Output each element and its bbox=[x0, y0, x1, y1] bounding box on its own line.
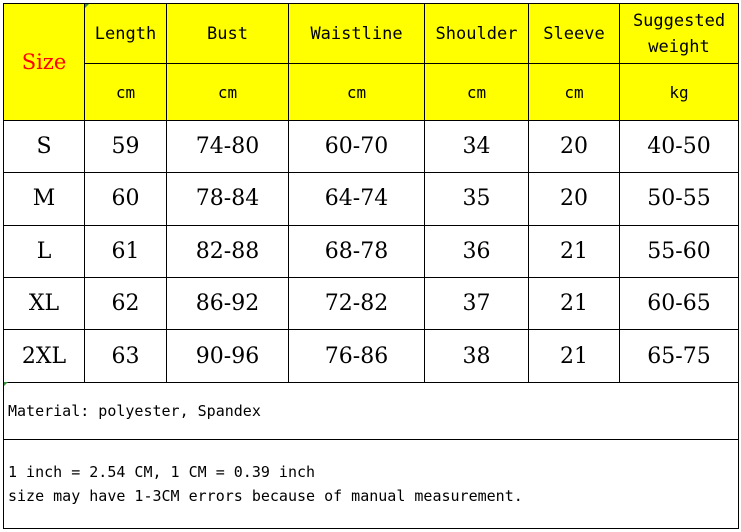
cell-waistline: 76-86 bbox=[289, 330, 425, 382]
cell-shoulder: 34 bbox=[425, 120, 529, 172]
cell-size: XL bbox=[4, 278, 85, 330]
cell-weight: 60-65 bbox=[620, 278, 739, 330]
column-header-length: Length bbox=[85, 4, 167, 64]
cell-length: 62 bbox=[85, 278, 167, 330]
cell-waistline: 72-82 bbox=[289, 278, 425, 330]
conversion-note-cell bbox=[4, 440, 739, 529]
column-header-bust: Bust bbox=[167, 4, 289, 64]
cell-size: 2XL bbox=[4, 330, 85, 382]
size-rows bbox=[4, 120, 739, 382]
cell-shoulder: 38 bbox=[425, 330, 529, 382]
table-row bbox=[4, 120, 739, 172]
cell-sleeve: 20 bbox=[529, 173, 620, 225]
table-row bbox=[4, 225, 739, 277]
size-header-cell bbox=[4, 4, 85, 121]
material-note-cell bbox=[4, 382, 739, 439]
cell-length: 63 bbox=[85, 330, 167, 382]
cell-shoulder: 35 bbox=[425, 173, 529, 225]
cell-size: L bbox=[4, 225, 85, 277]
column-header-sleeve: Sleeve bbox=[529, 4, 620, 64]
unit-bust: cm bbox=[167, 64, 289, 120]
cell-bust: 78-84 bbox=[167, 173, 289, 225]
cell-bust: 82-88 bbox=[167, 225, 289, 277]
cell-size: M bbox=[4, 173, 85, 225]
cell-corner-marker bbox=[4, 382, 8, 386]
cell-bust: 86-92 bbox=[167, 278, 289, 330]
column-header-shoulder: Shoulder bbox=[425, 4, 529, 64]
column-header-waistline: Waistline bbox=[289, 4, 425, 64]
cell-shoulder: 36 bbox=[425, 225, 529, 277]
size-header-label: Size bbox=[21, 49, 67, 74]
cell-weight: 50-55 bbox=[620, 173, 739, 225]
cell-waistline: 68-78 bbox=[289, 225, 425, 277]
cell-sleeve: 21 bbox=[529, 278, 620, 330]
cell-sleeve: 21 bbox=[529, 225, 620, 277]
cell-sleeve: 20 bbox=[529, 120, 620, 172]
unit-length: cm bbox=[85, 64, 167, 120]
size-chart-table bbox=[3, 3, 739, 529]
cell-bust: 74-80 bbox=[167, 120, 289, 172]
cell-length: 60 bbox=[85, 173, 167, 225]
cell-waistline: 64-74 bbox=[289, 173, 425, 225]
unit-waistline: cm bbox=[289, 64, 425, 120]
cell-sleeve: 21 bbox=[529, 330, 620, 382]
conversion-note: 1 inch = 2.54 CM, 1 CM = 0.39 inch bbox=[8, 463, 316, 482]
cell-weight: 55-60 bbox=[620, 225, 739, 277]
cell-size: S bbox=[4, 120, 85, 172]
unit-sleeve: cm bbox=[529, 64, 620, 120]
cell-weight: 40-50 bbox=[620, 120, 739, 172]
cell-bust: 90-96 bbox=[167, 330, 289, 382]
cell-length: 59 bbox=[85, 120, 167, 172]
cell-weight: 65-75 bbox=[620, 330, 739, 382]
measurement-disclaimer: size may have 1-3CM errors because of manual measurement. bbox=[8, 487, 523, 506]
material-note: Material: polyester, Spandex bbox=[8, 402, 261, 421]
cell-length: 61 bbox=[85, 225, 167, 277]
unit-shoulder: cm bbox=[425, 64, 529, 120]
table-row bbox=[4, 330, 739, 382]
cell-shoulder: 37 bbox=[425, 278, 529, 330]
table-row bbox=[4, 278, 739, 330]
column-header-suggested-weight: Suggested weight bbox=[620, 4, 739, 64]
cell-corner-marker bbox=[85, 4, 89, 8]
table-row bbox=[4, 173, 739, 225]
unit-weight: kg bbox=[620, 64, 739, 120]
cell-waistline: 60-70 bbox=[289, 120, 425, 172]
